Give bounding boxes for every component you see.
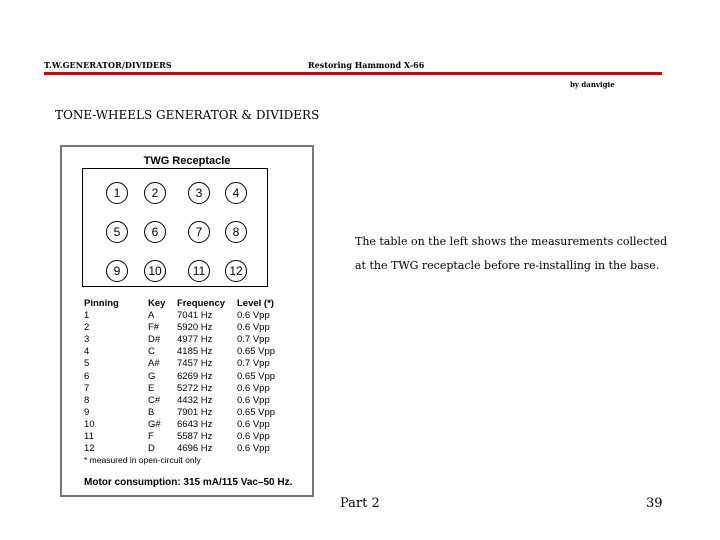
cell-frequency: 5587 Hz (177, 431, 213, 443)
byline: by danvigie (570, 80, 615, 89)
cell-pinning: 11 (84, 431, 94, 443)
twg-figure (60, 145, 314, 497)
header-divider (44, 72, 662, 75)
cell-pinning: 5 (84, 358, 90, 370)
pin-1: 1 (106, 182, 128, 204)
cell-level: 0.7 Vpp (237, 358, 270, 370)
cell-pinning: 2 (84, 322, 90, 334)
footer-part-label: Part 2 (340, 496, 380, 511)
cell-level: 0.6 Vpp (237, 322, 270, 334)
pin-8: 8 (225, 221, 247, 243)
col-header-pinning: Pinning (84, 298, 119, 309)
pin-12: 12 (225, 260, 247, 282)
cell-frequency: 4977 Hz (177, 334, 213, 346)
col-header-level: Level (*) (237, 298, 274, 309)
measurement-footnote: * measured in open-circuit only (84, 455, 201, 465)
cell-level: 0.6 Vpp (237, 310, 270, 322)
col-header-key: Key (148, 298, 166, 309)
cell-level: 0.6 Vpp (237, 382, 270, 394)
cell-frequency: 6269 Hz (177, 370, 213, 382)
cell-level: 0.6 Vpp (237, 418, 270, 430)
cell-key: C (148, 346, 155, 358)
cell-pinning: 12 (84, 443, 95, 455)
header-left-title: T.W.GENERATOR/DIVIDERS (44, 60, 172, 70)
cell-key: D (148, 443, 155, 455)
cell-pinning: 8 (84, 394, 90, 406)
pin-4: 4 (225, 182, 247, 204)
cell-pinning: 7 (84, 382, 90, 394)
cell-level: 0.6 Vpp (237, 443, 270, 455)
cell-frequency: 7901 Hz (177, 406, 213, 418)
page-number: 39 (646, 496, 663, 511)
cell-pinning: 9 (84, 406, 90, 418)
pin-6: 6 (144, 221, 166, 243)
cell-key: D# (148, 334, 161, 346)
cell-frequency: 6643 Hz (177, 418, 213, 430)
cell-key: G# (148, 418, 161, 430)
cell-frequency: 7457 Hz (177, 358, 213, 370)
motor-consumption: Motor consumption: 315 mA/115 Vac–50 Hz. (84, 477, 293, 488)
cell-pinning: 10 (84, 418, 95, 430)
cell-key: F (148, 431, 154, 443)
cell-level: 0.65 Vpp (237, 406, 276, 418)
cell-level: 0.7 Vpp (237, 334, 270, 346)
header-center-title: Restoring Hammond X-66 (308, 60, 425, 70)
cell-level: 0.6 Vpp (237, 431, 270, 443)
description-text: The table on the left shows the measurements collected at the TWG receptacle before re-installing in the base. (355, 235, 668, 272)
pin-10: 10 (144, 260, 166, 282)
twg-receptacle-title: TWG Receptacle (143, 155, 231, 167)
cell-frequency: 5920 Hz (177, 322, 213, 334)
cell-pinning: 1 (84, 310, 90, 322)
cell-frequency: 4696 Hz (177, 443, 213, 455)
cell-key: A# (148, 358, 160, 370)
cell-frequency: 4432 Hz (177, 394, 213, 406)
cell-level: 0.65 Vpp (237, 370, 276, 382)
cell-level: 0.6 Vpp (237, 394, 270, 406)
pin-9: 9 (106, 260, 128, 282)
col-header-frequency: Frequency (177, 298, 226, 309)
pin-11: 11 (188, 260, 210, 282)
cell-frequency: 7041 Hz (177, 310, 213, 322)
cell-key: F# (148, 322, 160, 334)
cell-key: A (148, 310, 155, 322)
cell-key: E (148, 382, 155, 394)
cell-level: 0.65 Vpp (237, 346, 276, 358)
cell-frequency: 5272 Hz (177, 382, 213, 394)
cell-pinning: 6 (84, 370, 90, 382)
pin-3: 3 (188, 182, 210, 204)
pin-2: 2 (144, 182, 166, 204)
cell-pinning: 3 (84, 334, 90, 346)
pin-7: 7 (188, 221, 210, 243)
cell-key: C# (148, 394, 161, 406)
section-title: TONE-WHEELS GENERATOR & DIVIDERS (55, 108, 320, 122)
cell-frequency: 4185 Hz (177, 346, 213, 358)
pin-5: 5 (106, 221, 128, 243)
cell-key: B (148, 406, 155, 418)
receptacle-pin-grid (82, 168, 268, 287)
cell-key: G (148, 370, 156, 382)
cell-pinning: 4 (84, 346, 90, 358)
